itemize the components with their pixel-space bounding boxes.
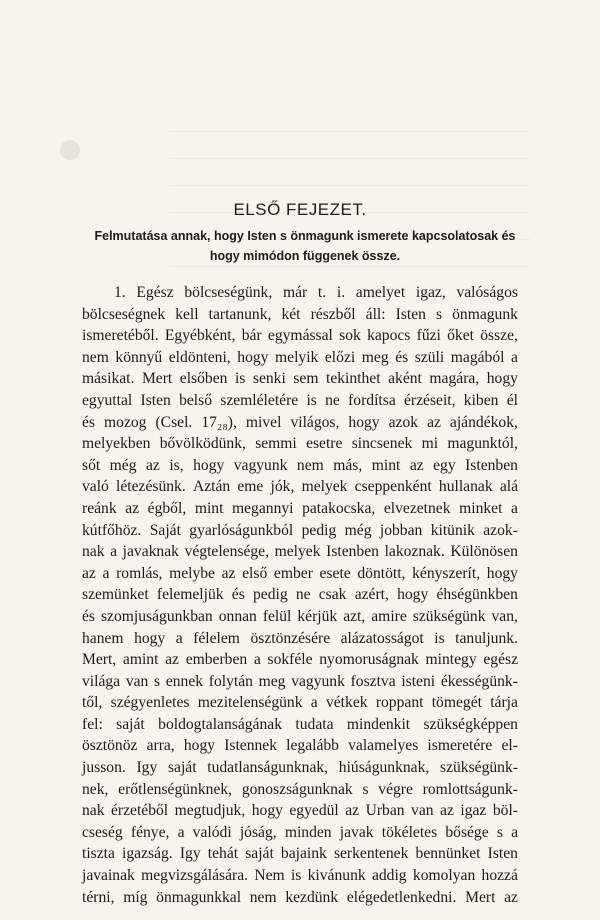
word: esete <box>319 564 351 582</box>
word: Különösen <box>450 543 518 561</box>
word: van <box>125 672 149 690</box>
word: azt, <box>343 607 366 625</box>
word: azok <box>388 413 419 431</box>
text-line <box>82 887 518 909</box>
text-line <box>82 692 518 714</box>
word: részből <box>310 305 356 323</box>
word: Aztán <box>192 478 231 496</box>
word: kivánunk <box>307 867 366 885</box>
word: önmagunk <box>452 305 518 323</box>
word: igazság. <box>122 845 173 863</box>
word: kútfőhöz. <box>82 521 142 539</box>
word: a <box>102 564 110 582</box>
text-line <box>82 282 518 304</box>
word: az <box>82 564 96 582</box>
word: minket <box>459 499 503 517</box>
word: roppant <box>375 694 424 712</box>
word: kiben <box>463 391 499 409</box>
word: től, <box>82 694 103 712</box>
word: saját <box>245 845 274 863</box>
word: őket <box>447 327 474 345</box>
word: míg <box>123 888 148 906</box>
word: 1. <box>114 284 126 301</box>
word: Mert, <box>82 651 117 669</box>
word: bővölködünk, <box>159 435 246 453</box>
word: szükségünk <box>412 607 486 625</box>
word: s <box>362 780 369 798</box>
word: amire <box>371 607 407 625</box>
word: alázatosságot <box>340 629 424 647</box>
word: sok <box>339 327 361 345</box>
word: döntött, <box>357 564 406 582</box>
word: is <box>434 629 445 647</box>
word: egyedül <box>289 802 339 820</box>
word: hogy <box>237 348 269 366</box>
word: senki <box>252 370 286 388</box>
word: meg <box>361 348 389 366</box>
word: fordítsa <box>348 391 396 409</box>
word: tartanunk, <box>208 305 272 323</box>
chapter-subtitle <box>80 226 530 266</box>
word: világa <box>82 672 121 690</box>
word: saját <box>167 759 197 777</box>
word: is <box>234 370 246 388</box>
text-line <box>82 433 518 455</box>
word: tekinthet <box>326 370 381 388</box>
word: valódi <box>192 823 232 841</box>
word: vagyunk <box>233 456 288 474</box>
word: szükségképpen <box>423 715 518 733</box>
word: vétkek <box>325 694 368 712</box>
word: Egész <box>136 284 174 301</box>
word: a <box>511 348 518 366</box>
word: saját <box>116 715 145 733</box>
word: mi <box>421 435 439 453</box>
word: i. <box>336 284 346 301</box>
text-line <box>82 800 518 822</box>
text-line <box>82 606 518 628</box>
word: (Csel. <box>155 413 193 431</box>
word: melyekben <box>82 435 151 453</box>
word: hullanak <box>438 478 493 496</box>
word: bennünket <box>415 845 481 863</box>
text-line <box>82 671 518 693</box>
word: tiszta <box>82 845 115 863</box>
word: ösztönzésére <box>250 629 331 647</box>
word: bár <box>241 327 262 345</box>
chapter-title: ELSŐ FEJEZET. <box>233 200 367 219</box>
word: ismeretéből. <box>82 327 159 345</box>
word: ismeretére <box>427 737 493 755</box>
word: a <box>177 823 185 841</box>
word: hanem <box>82 629 124 647</box>
word: jóság, <box>239 823 277 841</box>
word: mindenkit <box>346 715 411 733</box>
word: bajaink <box>280 845 327 863</box>
word: és <box>231 586 245 604</box>
word: böl- <box>492 802 518 820</box>
word: meg <box>258 672 286 690</box>
word: igaz <box>460 802 487 820</box>
word: másikat. <box>82 370 135 388</box>
word: hogy <box>183 737 216 755</box>
word: magára, <box>429 370 480 388</box>
word: egy <box>433 456 456 474</box>
word: gonoszságunknak <box>241 780 353 798</box>
word: a <box>175 629 183 647</box>
word: jobban <box>379 521 423 539</box>
word: még <box>344 521 372 539</box>
word: a <box>110 543 118 561</box>
word: egész <box>483 651 518 669</box>
word: reánk <box>82 499 117 517</box>
paragraph-body <box>82 282 518 908</box>
text-line <box>82 714 518 736</box>
word: ember <box>273 564 313 582</box>
word: Igy <box>136 759 158 777</box>
word: elvezetnek <box>383 499 451 517</box>
word: hogy <box>486 564 518 582</box>
word: égből, <box>147 499 187 517</box>
word: Saját <box>149 521 181 539</box>
word: a <box>310 694 318 712</box>
word: szemléletére <box>220 391 299 409</box>
word: első <box>242 564 268 582</box>
word: megannyi <box>232 499 294 517</box>
word: nyomoruságnak <box>319 651 419 669</box>
word: létezésünk. <box>116 478 186 496</box>
word: arra, <box>146 737 175 755</box>
word: nem <box>296 456 324 474</box>
word: Istenben <box>465 456 518 474</box>
word: kérjük <box>297 607 338 625</box>
word: félelem <box>193 629 240 647</box>
word: tudata <box>295 715 334 733</box>
word: az <box>345 802 360 820</box>
word: Mert <box>465 888 496 906</box>
word: mintegy <box>425 651 477 669</box>
word: az <box>409 456 424 474</box>
word: magunktól, <box>447 435 518 453</box>
word: esetre <box>306 435 343 453</box>
word: áll: <box>365 305 386 323</box>
word: alá <box>499 478 518 496</box>
paper-stain <box>60 140 80 160</box>
word: minden <box>284 823 332 841</box>
word: s <box>496 823 503 841</box>
word: szükségünk- <box>440 759 518 777</box>
word: önmagunkkal <box>156 888 242 906</box>
word: magából <box>450 348 505 366</box>
word: előzi <box>324 348 356 366</box>
word: fénye, <box>130 823 170 841</box>
word: ne <box>295 586 311 604</box>
word: a <box>511 823 518 841</box>
word: mint <box>371 456 401 474</box>
text-line <box>82 455 518 477</box>
text-line <box>82 390 518 412</box>
word: folytán <box>208 672 253 690</box>
word: hogy <box>134 629 166 647</box>
text-line <box>82 822 518 844</box>
word: ösztönöz <box>82 737 138 755</box>
word: ne <box>325 391 340 409</box>
word: igaz, <box>415 284 446 301</box>
word: erőtlenségünknek, <box>118 780 233 798</box>
word: bölcseségnek <box>82 305 166 323</box>
word: aként <box>388 370 422 388</box>
word: két <box>281 305 301 323</box>
word: s <box>154 672 161 690</box>
word: szégyenletes <box>110 694 190 712</box>
word: és <box>82 413 95 431</box>
word: eme <box>237 478 264 496</box>
text-line <box>82 865 518 887</box>
subtitle-line: hogy mimódon függenek össze. <box>209 249 401 263</box>
word: valóságos <box>456 284 518 301</box>
word: az <box>440 802 454 820</box>
word: is <box>306 391 317 409</box>
word: Egyébként, <box>164 327 236 345</box>
word: fűzi <box>416 327 441 345</box>
text-line <box>82 779 518 801</box>
word: könnyű <box>115 348 163 366</box>
word: és <box>82 607 95 625</box>
word: legalább <box>286 737 339 755</box>
word: elégedetlenkedni. <box>346 888 457 906</box>
word: a <box>253 651 261 669</box>
word: kapocs <box>367 327 411 345</box>
word: s <box>435 305 443 323</box>
word: amelyet <box>355 284 406 301</box>
word: él <box>506 391 518 409</box>
word: végtelensége, <box>184 543 269 561</box>
word: és <box>395 348 409 366</box>
word: az <box>427 413 441 431</box>
word: onnan <box>218 607 257 625</box>
word: tárja <box>490 694 518 712</box>
word: megvizsgálására. <box>141 867 249 885</box>
word: javaknak <box>122 543 179 561</box>
word: Istennek <box>224 737 278 755</box>
word: romlás, <box>116 564 163 582</box>
word: végre <box>378 780 413 798</box>
word: ékességünk- <box>440 672 518 690</box>
word: hogy <box>348 413 380 431</box>
word: sem <box>293 370 319 388</box>
text-line <box>82 325 518 347</box>
word: emberben <box>185 651 248 669</box>
word: javak <box>339 823 374 841</box>
word: pedig <box>301 521 337 539</box>
word: a <box>511 499 518 517</box>
word: nek, <box>82 780 109 798</box>
word: lakoznak. <box>384 543 445 561</box>
word: ajándékok, <box>449 413 518 431</box>
word: mint <box>194 499 224 517</box>
text-line <box>82 584 518 606</box>
word: elsőben <box>179 370 228 388</box>
word: hogy <box>193 456 225 474</box>
word: sokféle <box>267 651 313 669</box>
word: tömegét <box>431 694 482 712</box>
text-line <box>82 368 518 390</box>
word: egymással <box>267 327 333 345</box>
word: az <box>146 456 160 474</box>
word: amint <box>122 651 159 669</box>
text-line <box>82 304 518 326</box>
word: semmi <box>255 435 297 453</box>
word: az <box>221 564 236 582</box>
word: bősége <box>445 823 489 841</box>
word: érzetéből <box>111 802 169 820</box>
word: van <box>411 802 434 820</box>
word: gyarlóságunkból <box>189 521 294 539</box>
word: azok- <box>483 521 518 539</box>
text-line <box>82 347 518 369</box>
word: fel: <box>82 715 103 733</box>
word: mezitelenségünk <box>197 694 303 712</box>
word: Urban <box>365 802 405 820</box>
word: eldönteni, <box>168 348 231 366</box>
text-line <box>82 563 518 585</box>
word: Istenben <box>326 543 379 561</box>
word: hiúságunknak, <box>338 759 430 777</box>
text-line <box>82 843 518 865</box>
word: éhségünkben <box>436 586 518 604</box>
word: érzéseit, <box>404 391 456 409</box>
word: az <box>504 888 518 906</box>
word: isteni <box>401 672 436 690</box>
word: sőt <box>82 456 101 474</box>
word: pedig <box>252 586 288 604</box>
text-line <box>82 757 518 779</box>
word: hozzá <box>481 867 518 885</box>
word: egyuttal <box>82 391 133 409</box>
word: Mert <box>141 370 173 388</box>
word: Isten <box>487 845 518 863</box>
word: t. <box>317 284 327 301</box>
word: melyik <box>275 348 319 366</box>
word: felül <box>262 607 292 625</box>
word: patakocska, <box>302 499 376 517</box>
word: az <box>125 499 140 517</box>
word: már <box>282 284 308 301</box>
word: szüli <box>414 348 445 366</box>
text-line <box>82 412 518 434</box>
word: mozog <box>104 413 147 431</box>
word: Isten <box>395 305 426 323</box>
word: jusson. <box>82 759 126 777</box>
word: belső <box>179 391 212 409</box>
word: tehát <box>207 845 239 863</box>
word: össze, <box>480 327 518 345</box>
word: addig <box>371 867 407 885</box>
word: kitünik <box>430 521 475 539</box>
text-line <box>82 498 518 520</box>
word: bölcseségünk, <box>184 284 273 301</box>
word: nem <box>82 348 109 366</box>
word: cseség <box>82 823 123 841</box>
word: megtudjuk, <box>174 802 246 820</box>
word: való <box>82 478 109 496</box>
word: is <box>290 867 302 885</box>
word: melyek <box>301 478 348 496</box>
word: nem <box>249 888 277 906</box>
text-line <box>82 476 518 498</box>
word: el- <box>501 737 518 755</box>
word: tökéletes <box>381 823 438 841</box>
word: melybe <box>169 564 215 582</box>
word: mivel <box>245 413 282 431</box>
text-line <box>82 735 518 757</box>
word: felemeljük <box>156 586 224 604</box>
word: hogy <box>397 586 429 604</box>
word: serkentenek <box>333 845 409 863</box>
word: szomjuságunkban <box>100 607 213 625</box>
word: valamelyes <box>348 737 419 755</box>
word: sincsenek <box>351 435 413 453</box>
word: cseppenként <box>354 478 432 496</box>
word: romlottságunk- <box>422 780 518 798</box>
word: tanuljunk. <box>455 629 518 647</box>
word: vagyunk <box>291 672 345 690</box>
word: is, <box>169 456 184 474</box>
word: csak <box>318 586 347 604</box>
word: fosztva <box>350 672 396 690</box>
word: hogy <box>251 802 283 820</box>
word: javainak <box>82 867 135 885</box>
word: van, <box>491 607 518 625</box>
word: más, <box>333 456 363 474</box>
word: nak <box>82 802 105 820</box>
word: jók, <box>270 478 295 496</box>
word: kezdünk <box>285 888 339 906</box>
word: világos, <box>290 413 340 431</box>
word: nak <box>82 543 105 561</box>
word: Igy <box>179 845 201 863</box>
text-line <box>82 649 518 671</box>
word: kell <box>175 305 199 323</box>
word: Nem <box>254 867 285 885</box>
word: komolyan <box>412 867 476 885</box>
word: ennek <box>165 672 204 690</box>
word: 17₂₈), <box>201 413 237 431</box>
word: tudatlanságunknak, <box>207 759 329 777</box>
word: még <box>109 456 137 474</box>
text-line <box>82 541 518 563</box>
text-line <box>82 520 518 542</box>
word: térni, <box>82 888 115 906</box>
word: az <box>165 651 179 669</box>
subtitle-line: Felmutatása annak, hogy Isten s önmagunk ismerete kapcsolatosak és <box>94 229 516 243</box>
word: azért, <box>354 586 389 604</box>
text-line <box>82 628 518 650</box>
word: melyek <box>274 543 321 561</box>
word: kényszerít, <box>412 564 481 582</box>
word: hogy <box>486 370 518 388</box>
word: szemünket <box>82 586 149 604</box>
word: Isten <box>140 391 171 409</box>
word: boldogtalanságának <box>158 715 282 733</box>
